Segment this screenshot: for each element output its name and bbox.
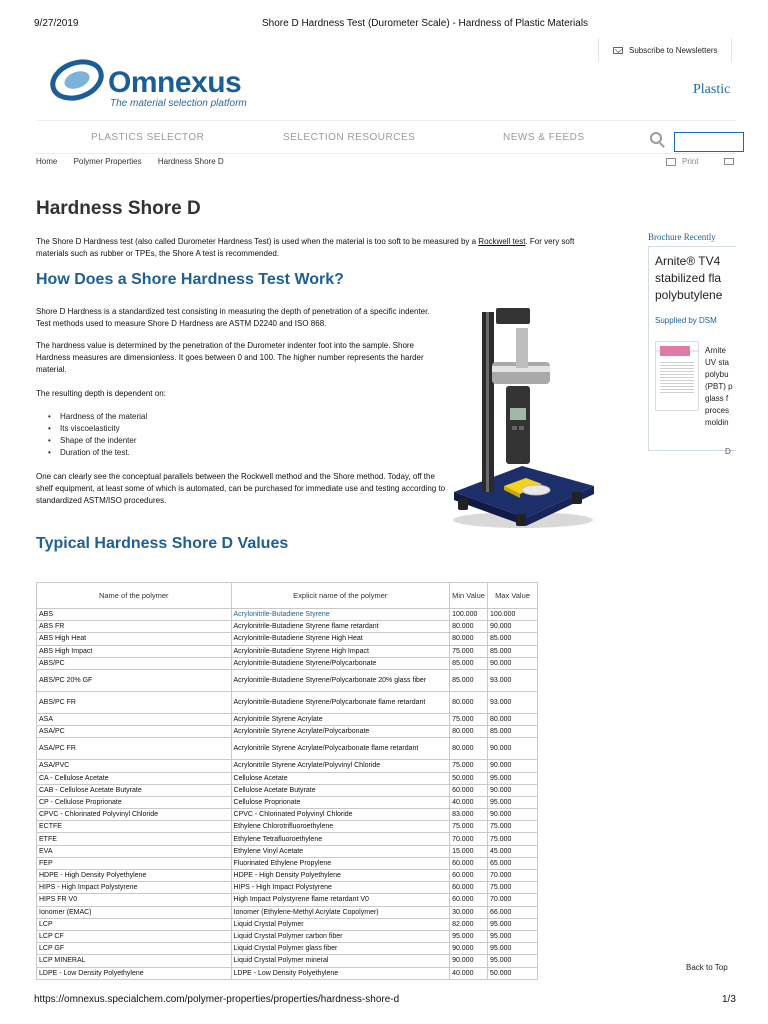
print-button[interactable]: Print — [682, 157, 699, 166]
section-heading-values: Typical Hardness Shore D Values — [36, 535, 289, 552]
brochure-text-line: proces — [705, 406, 730, 415]
cell-max-value: 85.000 — [488, 645, 538, 657]
footer-page-number: 1/3 — [722, 994, 736, 1005]
cell-explicit-name: Ethylene Vinyl Acetate — [231, 845, 450, 857]
cell-max-value: 65.000 — [488, 857, 538, 869]
cell-min-value: 40.000 — [450, 796, 488, 808]
cell-max-value: 75.000 — [488, 833, 538, 845]
cell-min-value: 80.000 — [450, 738, 488, 760]
cell-polymer-name: HDPE - High Density Polyethylene — [37, 870, 232, 882]
cell-polymer-name: ASA — [37, 713, 232, 725]
cell-polymer-name: ECTFE — [37, 821, 232, 833]
cell-explicit-name: Cellulose Proprionate — [231, 796, 450, 808]
table-row — [37, 906, 538, 918]
cell-max-value: 80.000 — [488, 713, 538, 725]
cell-polymer-name: Ionomer (EMAC) — [37, 906, 232, 918]
back-to-top-link[interactable]: Back to Top — [686, 963, 728, 972]
cell-polymer-name: LCP GF — [37, 943, 232, 955]
table-row — [37, 809, 538, 821]
cell-max-value: 85.000 — [488, 633, 538, 645]
cell-polymer-name: CP - Cellulose Proprionate — [37, 796, 232, 808]
table-row — [37, 713, 538, 725]
nav-selection-resources[interactable]: SELECTION RESOURCES — [283, 132, 416, 143]
cell-min-value: 75.000 — [450, 821, 488, 833]
cell-polymer-name: FEP — [37, 857, 232, 869]
cell-polymer-name: ASA/PC FR — [37, 738, 232, 760]
printer-icon[interactable] — [666, 158, 676, 166]
table-row — [37, 821, 538, 833]
paragraph-standard: Shore D Hardness is a standardized test consisting in measuring the depth of penetration of a specific indenter. Test methods used to measure Shore D Hardness are ASTM D2240 and ISO 868. — [36, 307, 430, 328]
table-row — [37, 645, 538, 657]
cell-explicit-name: Acrylonitrile Styrene Acrylate/Polycarbonate flame retardant — [231, 738, 450, 760]
factor-list — [48, 411, 147, 459]
logo-mark-icon — [50, 58, 104, 104]
cell-polymer-name: ETFE — [37, 833, 232, 845]
cell-explicit-name: Acrylonitrile Styrene Acrylate/Polyvinyl Chloride — [231, 760, 450, 772]
brochure-description — [705, 345, 735, 429]
table-row — [37, 943, 538, 955]
thumbnail-banner — [660, 346, 690, 356]
table-row — [37, 955, 538, 967]
cell-max-value: 90.000 — [488, 738, 538, 760]
table-row — [37, 870, 538, 882]
cell-min-value: 60.000 — [450, 870, 488, 882]
list-item: • Duration of the test. — [48, 447, 147, 459]
cell-min-value: 75.000 — [450, 713, 488, 725]
print-date: 9/27/2019 — [34, 18, 79, 29]
table-row — [37, 833, 538, 845]
cell-max-value: 95.000 — [488, 943, 538, 955]
cell-min-value: 83.000 — [450, 809, 488, 821]
cell-explicit-name: Acrylonitrile-Butadiene Styrene High Impact — [231, 645, 450, 657]
cell-polymer-name: ABS FR — [37, 621, 232, 633]
omnexus-logo[interactable] — [50, 56, 250, 112]
cell-polymer-name: HIPS - High Impact Polystyrene — [37, 882, 232, 894]
page-title: Hardness Shore D — [36, 198, 201, 219]
cell-explicit-name: CPVC - Chlorinated Polyvinyl Chloride — [231, 809, 450, 821]
cell-polymer-name: ABS/PC 20% GF — [37, 669, 232, 691]
cell-explicit-name — [231, 609, 450, 621]
cell-max-value: 95.000 — [488, 930, 538, 942]
brochure-sidebar — [648, 232, 733, 456]
cell-max-value: 93.000 — [488, 691, 538, 713]
cell-explicit-name: Liquid Crystal Polymer glass fiber — [231, 943, 450, 955]
cell-explicit-name: Acrylonitrile-Butadiene Styrene/Polycarbonate — [231, 657, 450, 669]
table-row — [37, 772, 538, 784]
cell-min-value: 85.000 — [450, 669, 488, 691]
cell-max-value: 50.000 — [488, 967, 538, 979]
cell-polymer-name: ABS/PC FR — [37, 691, 232, 713]
table-row — [37, 857, 538, 869]
cell-polymer-name: ABS High Heat — [37, 633, 232, 645]
table-row — [37, 738, 538, 760]
email-icon[interactable] — [724, 158, 734, 165]
table-row — [37, 784, 538, 796]
hardness-values-table — [36, 582, 538, 980]
cell-polymer-name: EVA — [37, 845, 232, 857]
table-row — [37, 657, 538, 669]
footer-url: https://omnexus.specialchem.com/polymer-properties/properties/hardness-shore-d — [34, 994, 400, 1005]
paragraph-depth: The resulting depth is dependent on: — [36, 389, 166, 398]
cell-max-value: 75.000 — [488, 882, 538, 894]
intro-paragraph — [36, 236, 601, 260]
cell-min-value: 60.000 — [450, 857, 488, 869]
thumbnail-text-lines — [660, 360, 694, 394]
cell-max-value: 66.000 — [488, 906, 538, 918]
table-row — [37, 845, 538, 857]
cell-max-value: 90.000 — [488, 784, 538, 796]
cell-explicit-name: Cellulose Acetate — [231, 772, 450, 784]
cell-max-value: 95.000 — [488, 772, 538, 784]
cell-polymer-name: ASA/PVC — [37, 760, 232, 772]
cell-polymer-name: CA - Cellulose Acetate — [37, 772, 232, 784]
cell-explicit-name: Ionomer (Ethylene-Methyl Acrylate Copolymer) — [231, 906, 450, 918]
cell-max-value: 90.000 — [488, 760, 538, 772]
list-item: • Its viscoelasticity — [48, 423, 147, 435]
cell-min-value: 85.000 — [450, 657, 488, 669]
cell-explicit-name: Cellulose Acetate Butyrate — [231, 784, 450, 796]
breadcrumb-hardness-shore-d: Hardness Shore D — [157, 157, 224, 166]
cell-min-value: 82.000 — [450, 918, 488, 930]
cell-min-value: 90.000 — [450, 943, 488, 955]
cell-max-value: 95.000 — [488, 918, 538, 930]
cell-min-value: 60.000 — [450, 894, 488, 906]
cell-max-value: 70.000 — [488, 894, 538, 906]
brochure-supplier: Supplied by DSM — [655, 316, 717, 325]
brochure-card[interactable] — [648, 246, 736, 456]
durometer-stand-image — [448, 306, 598, 532]
paragraph-hardness-value: The hardness value is determined by the penetration of the Durometer indenter foot into the sample. Shore Hardness measures are dimensionless. It goes between 0 and 100. The higher number represents the harder material. — [36, 341, 424, 374]
table-body — [37, 609, 538, 980]
cell-max-value: 85.000 — [488, 726, 538, 738]
cell-explicit-name: Acrylonitrile-Butadiene Styrene/Polycarbonate flame retardant — [231, 691, 450, 713]
cell-explicit-name: Liquid Crystal Polymer mineral — [231, 955, 450, 967]
cell-max-value: 75.000 — [488, 821, 538, 833]
table-row — [37, 760, 538, 772]
cell-min-value: 60.000 — [450, 784, 488, 796]
cell-explicit-name: Ethylene Chlorotrifluoroethylene — [231, 821, 450, 833]
plastics-link[interactable]: Plastic — [693, 82, 731, 97]
cell-max-value: 45.000 — [488, 845, 538, 857]
column-header-min: Min Value — [450, 583, 488, 609]
brochure-title-line: stabilized fla — [655, 271, 722, 285]
breadcrumb-home[interactable]: Home — [36, 157, 58, 166]
cell-polymer-name: LCP — [37, 918, 232, 930]
cell-max-value: 70.000 — [488, 870, 538, 882]
logo-wordmark: Omnexus — [108, 66, 242, 99]
brochure-text-line: UV sta — [705, 358, 730, 367]
cell-min-value: 80.000 — [450, 691, 488, 713]
brochure-title-line: polybutylene — [655, 288, 723, 302]
brochure-text-line: (PBT) p — [705, 382, 733, 391]
table-row — [37, 621, 538, 633]
print-title: Shore D Hardness Test (Durometer Scale) - Hardness of Plastic Materials — [262, 18, 589, 29]
section-heading-how-it-works: How Does a Shore Hardness Test Work? — [36, 271, 344, 288]
search-icon[interactable] — [650, 132, 662, 144]
envelope-icon — [613, 47, 623, 54]
paragraph-parallels: One can clearly see the conceptual parallels between the Rockwell method and the Shore method. Today, off the shelf equipment, at least some of which is automated, can be purchased for immediate use and testing according to standardized ASTM/ISO procedures. — [36, 472, 446, 505]
cell-polymer-name: LDPE - Low Density Polyethylene — [37, 967, 232, 979]
cell-explicit-name: LDPE - Low Density Polyethylene — [231, 967, 450, 979]
cell-max-value: 90.000 — [488, 657, 538, 669]
cell-min-value: 50.000 — [450, 772, 488, 784]
table-row — [37, 796, 538, 808]
cell-min-value: 30.000 — [450, 906, 488, 918]
cell-explicit-name: Liquid Crystal Polymer — [231, 918, 450, 930]
brochure-text-line: polybu — [705, 370, 729, 379]
cell-min-value: 60.000 — [450, 882, 488, 894]
brochure-title-line: Arnite® TV4 — [655, 254, 721, 268]
cell-explicit-name: HDPE - High Density Polyethylene — [231, 870, 450, 882]
cell-min-value: 100.000 — [450, 609, 488, 621]
cell-min-value: 70.000 — [450, 833, 488, 845]
brochure-thumbnail — [655, 341, 699, 411]
table-row — [37, 882, 538, 894]
cell-min-value: 75.000 — [450, 760, 488, 772]
page-tools — [666, 157, 734, 166]
cell-polymer-name: ASA/PC — [37, 726, 232, 738]
cell-polymer-name: LCP CF — [37, 930, 232, 942]
newsletter-label: Subscribe to Newsletters — [629, 45, 718, 55]
column-header-name: Name of the polymer — [37, 583, 232, 609]
cell-explicit-name: Liquid Crystal Polymer carbon fiber — [231, 930, 450, 942]
cell-explicit-name: HIPS - High Impact Polystyrene — [231, 882, 450, 894]
table-header-row — [37, 583, 538, 609]
cell-explicit-name: Fluorinated Ethylene Propylene — [231, 857, 450, 869]
table-row — [37, 609, 538, 621]
cell-max-value: 90.000 — [488, 809, 538, 821]
table-row — [37, 894, 538, 906]
cell-min-value: 95.000 — [450, 930, 488, 942]
sidebar-label: Brochure Recently — [648, 232, 716, 242]
search-input[interactable] — [674, 132, 744, 152]
cell-polymer-name: ABS High Impact — [37, 645, 232, 657]
cell-min-value: 80.000 — [450, 633, 488, 645]
cell-explicit-name: Acrylonitrile-Butadiene Styrene/Polycarbonate 20% glass fiber — [231, 669, 450, 691]
column-header-explicit-name: Explicit name of the polymer — [231, 583, 450, 609]
table-row — [37, 930, 538, 942]
column-header-max: Max Value — [488, 583, 538, 609]
intro-text-before: The Shore D Hardness test (also called Durometer Hardness Test) is used when the material is too soft to be measured by a — [36, 237, 479, 246]
main-nav — [36, 120, 736, 154]
table-row — [37, 691, 538, 713]
cell-min-value: 80.000 — [450, 726, 488, 738]
cell-explicit-name: Acrylonitrile-Butadiene Styrene High Heat — [231, 633, 450, 645]
cell-min-value: 80.000 — [450, 621, 488, 633]
cell-min-value: 40.000 — [450, 967, 488, 979]
cell-max-value: 100.000 — [488, 609, 538, 621]
intro-text-after: . For very soft materials such as rubber or TPEs, the Shore A test is recommended. — [36, 237, 575, 258]
cell-max-value: 90.000 — [488, 621, 538, 633]
cell-polymer-name: LCP MINERAL — [37, 955, 232, 967]
table-row — [37, 918, 538, 930]
breadcrumb-polymer-properties[interactable]: Polymer Properties — [73, 157, 142, 166]
brochure-text-line: moldin — [705, 418, 729, 427]
cell-polymer-name: HIPS FR V0 — [37, 894, 232, 906]
table-row — [37, 967, 538, 979]
brochure-text-line: glass f — [705, 394, 729, 403]
cell-explicit-name: Ethylene Tetrafluoroethylene — [231, 833, 450, 845]
cell-polymer-name: ABS/PC — [37, 657, 232, 669]
brochure-download-link[interactable]: D — [725, 447, 731, 456]
table-row — [37, 726, 538, 738]
rockwell-test-link[interactable]: Rockwell test — [478, 237, 526, 246]
nav-plastics-selector[interactable]: PLASTICS SELECTOR — [91, 132, 205, 143]
cell-min-value: 15.000 — [450, 845, 488, 857]
logo-tagline: The material selection platform — [110, 98, 247, 109]
cell-polymer-name: CAB - Cellulose Acetate Butyrate — [37, 784, 232, 796]
cell-max-value: 95.000 — [488, 955, 538, 967]
cell-explicit-name: Acrylonitrile Styrene Acrylate/Polycarbonate — [231, 726, 450, 738]
cell-min-value: 75.000 — [450, 645, 488, 657]
subscribe-newsletter-button[interactable] — [598, 38, 732, 62]
cell-min-value: 90.000 — [450, 955, 488, 967]
nav-news-feeds[interactable]: NEWS & FEEDS — [503, 132, 585, 143]
cell-explicit-name: Acrylonitrile-Butadiene Styrene flame retardant — [231, 621, 450, 633]
brochure-text-line: Arnite — [705, 346, 726, 355]
list-item: • Hardness of the material — [48, 411, 147, 423]
cell-explicit-name: High Impact Polystyrene flame retardant V0 — [231, 894, 450, 906]
table-row — [37, 633, 538, 645]
polymer-link[interactable]: Acrylonitrile-Butadiene Styrene — [233, 611, 330, 619]
cell-max-value: 95.000 — [488, 796, 538, 808]
cell-max-value: 93.000 — [488, 669, 538, 691]
cell-explicit-name: Acrylonitrile Styrene Acrylate — [231, 713, 450, 725]
print-header — [0, 0, 768, 40]
table-row — [37, 669, 538, 691]
cell-polymer-name: ABS — [37, 609, 232, 621]
breadcrumb — [36, 157, 238, 166]
cell-polymer-name: CPVC - Chlorinated Polyvinyl Chloride — [37, 809, 232, 821]
list-item: • Shape of the indenter — [48, 435, 147, 447]
